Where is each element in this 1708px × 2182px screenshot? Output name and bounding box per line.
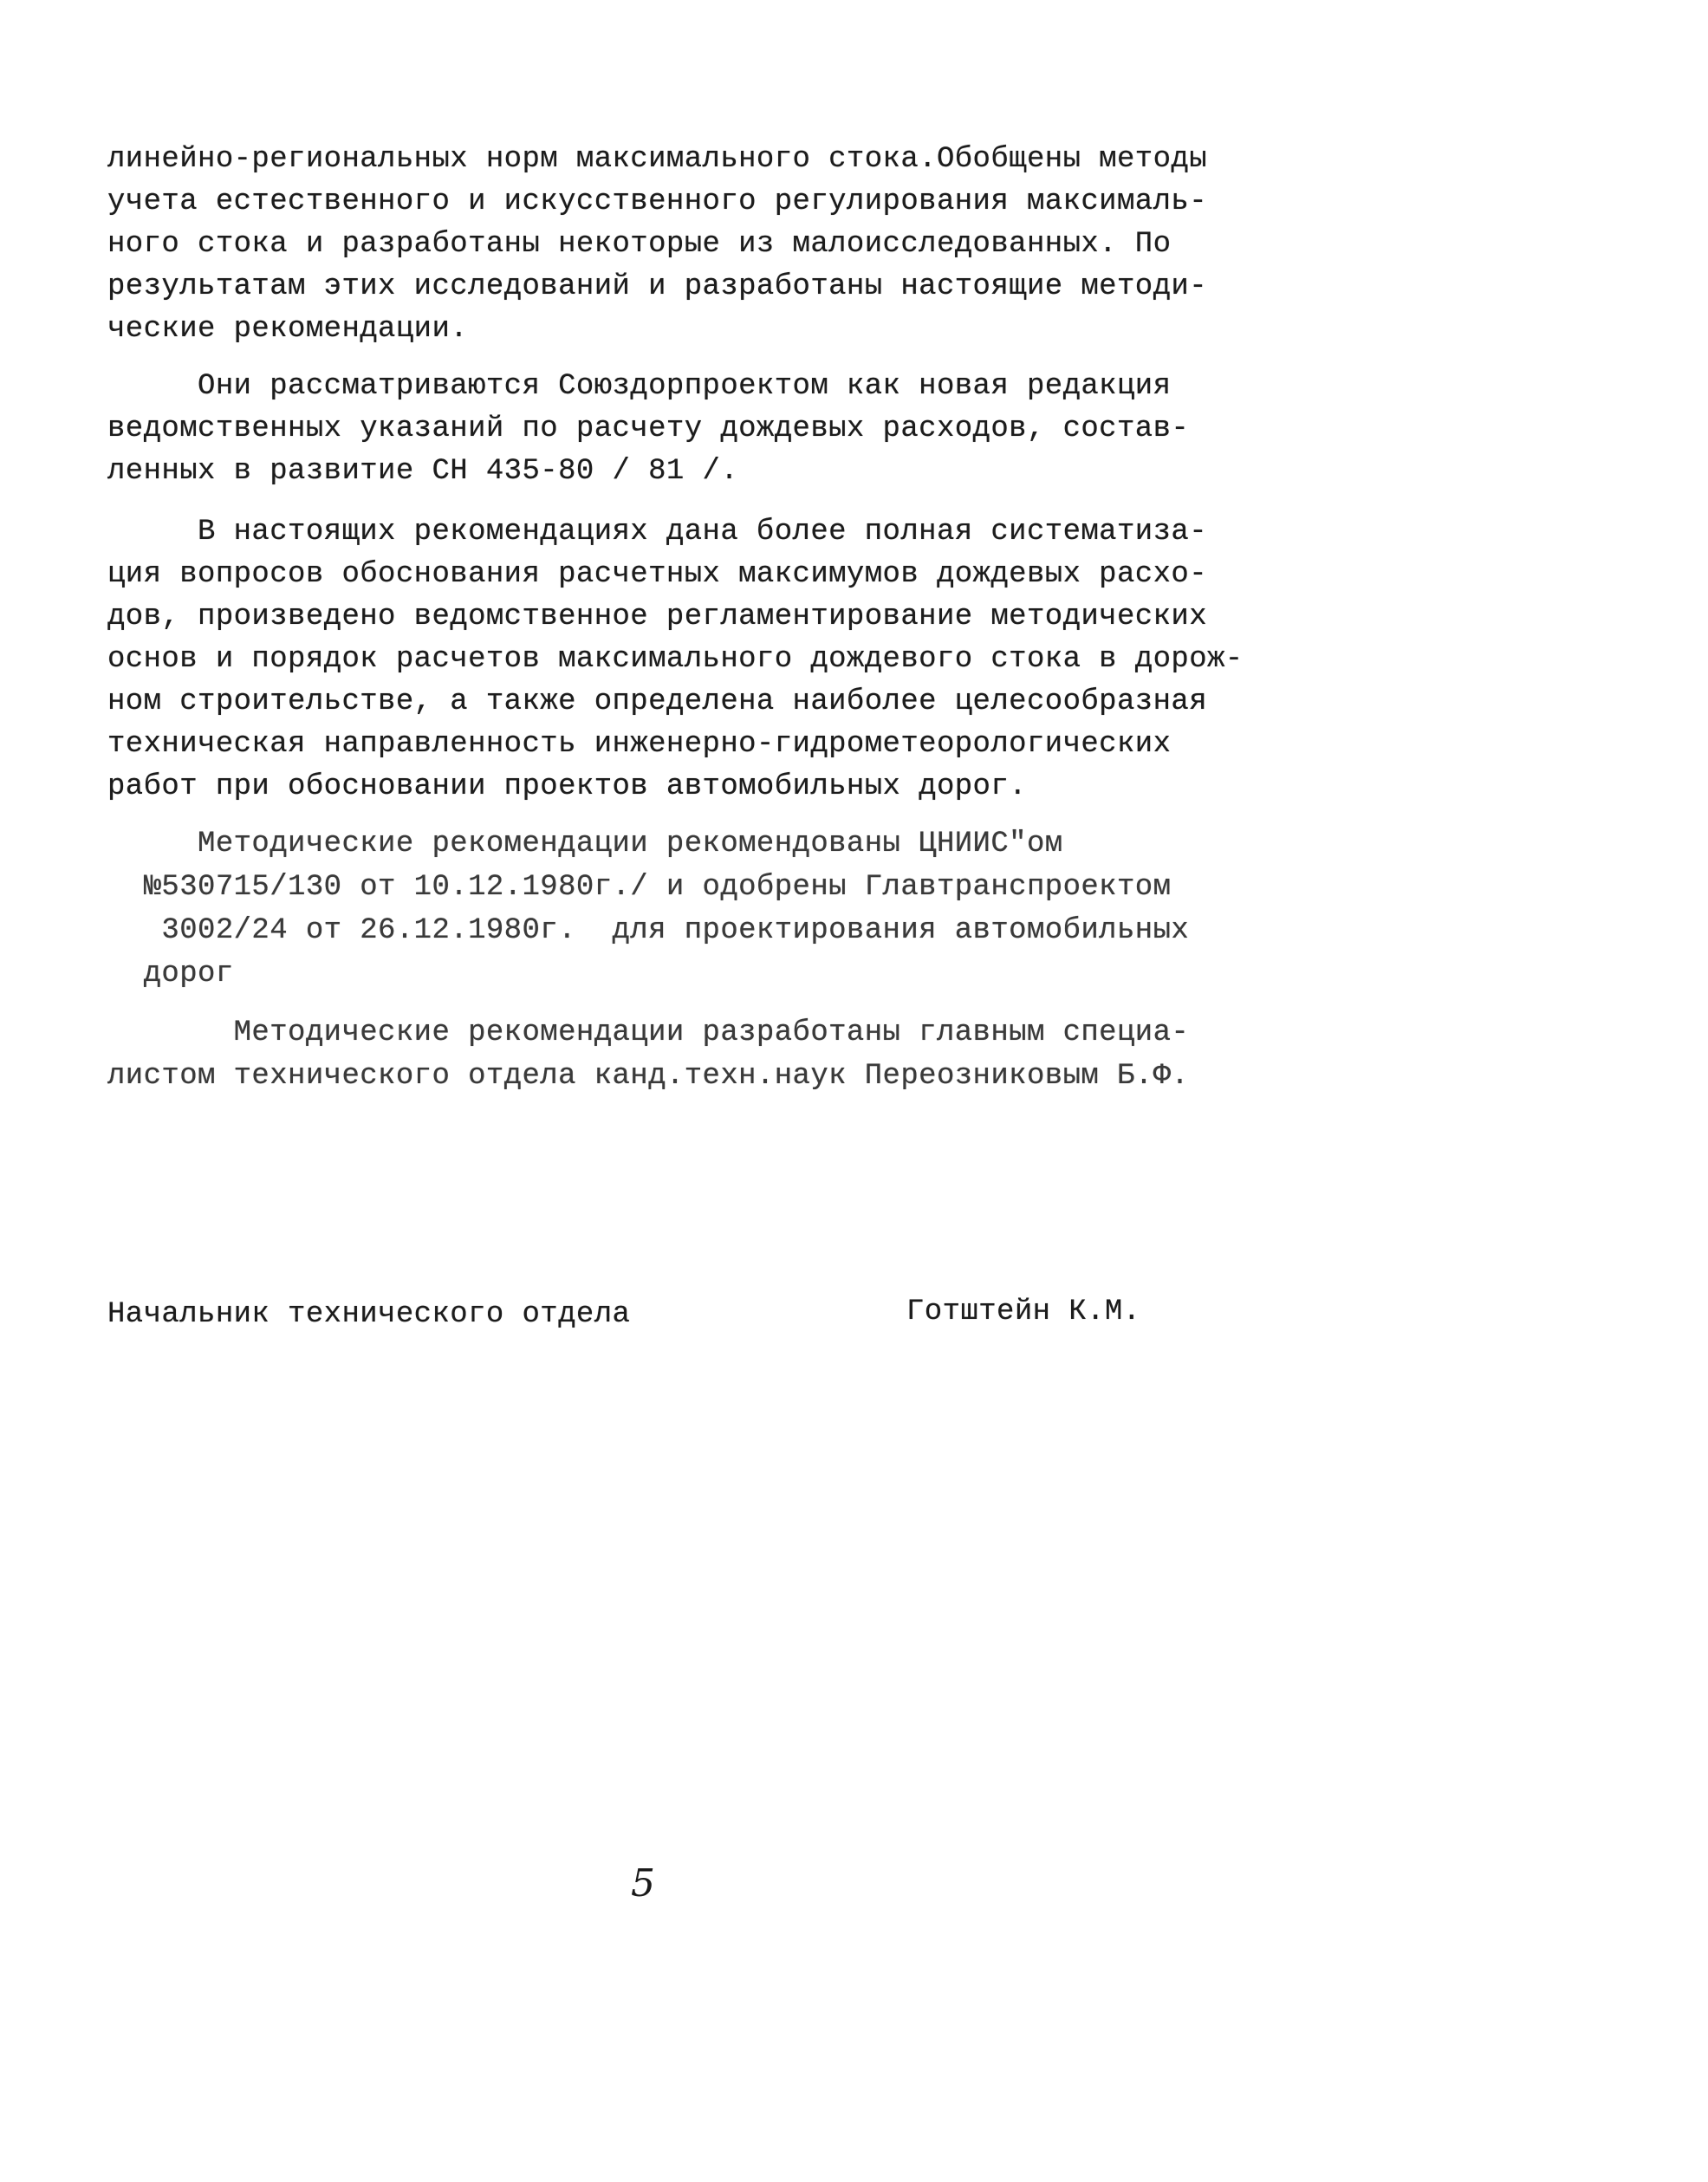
text-line: техническая направленность инженерно-гидрометеорологических [107,728,1172,761]
text-line: ция вопросов обоснования расчетных максимумов дождевых расхо- [107,558,1208,591]
text-line: Они рассматриваются Союздорпроектом как новая редакция [107,370,1172,403]
signature-name: Готштейн К.М. [906,1296,1141,1328]
page-number: 5 [631,1861,655,1906]
text-line: 3002/24 от 26.12.1980г. для проектирования автомобильных [107,914,1190,947]
text-line: ленных в развитие СН 435-80 / 81 /. [107,455,739,488]
text-line: учета естественного и искусственного регулирования максималь- [107,185,1208,218]
text-line: ческие рекомендации. [107,313,469,346]
text-line: основ и порядок расчетов максимального дождевого стока в дорож- [107,643,1244,676]
text-line: В настоящих рекомендациях дана более полная систематиза- [107,516,1208,549]
text-line: Методические рекомендации рекомендованы ЦНИИС"ом [107,828,1063,860]
text-line: №530715/130 от 10.12.1980г./ и одобрены Главтранспроектом [107,871,1172,904]
text-line: ведомственных указаний по расчету дождевых расходов, состав- [107,412,1190,445]
text-line: дорог [107,958,234,990]
text-line: Методические рекомендации разработаны главным специа- [107,1016,1190,1049]
text-line: дов, произведено ведомственное регламентирование методических [107,601,1208,633]
text-line: ного стока и разработаны некоторые из малоисследованных. По [107,228,1172,261]
text-line: результатам этих исследований и разработаны настоящие методи- [107,270,1208,303]
text-line: ном строительстве, а также определена наиболее целесообразная [107,685,1208,718]
text-line: линейно-региональных норм максимального стока.Обобщены методы [107,143,1208,176]
signature-position-title: Начальник технического отдела [107,1298,631,1331]
text-line: листом технического отдела канд.техн.наук Переозниковым Б.Ф. [107,1060,1190,1093]
text-line: работ при обосновании проектов автомобильных дорог. [107,770,1027,803]
